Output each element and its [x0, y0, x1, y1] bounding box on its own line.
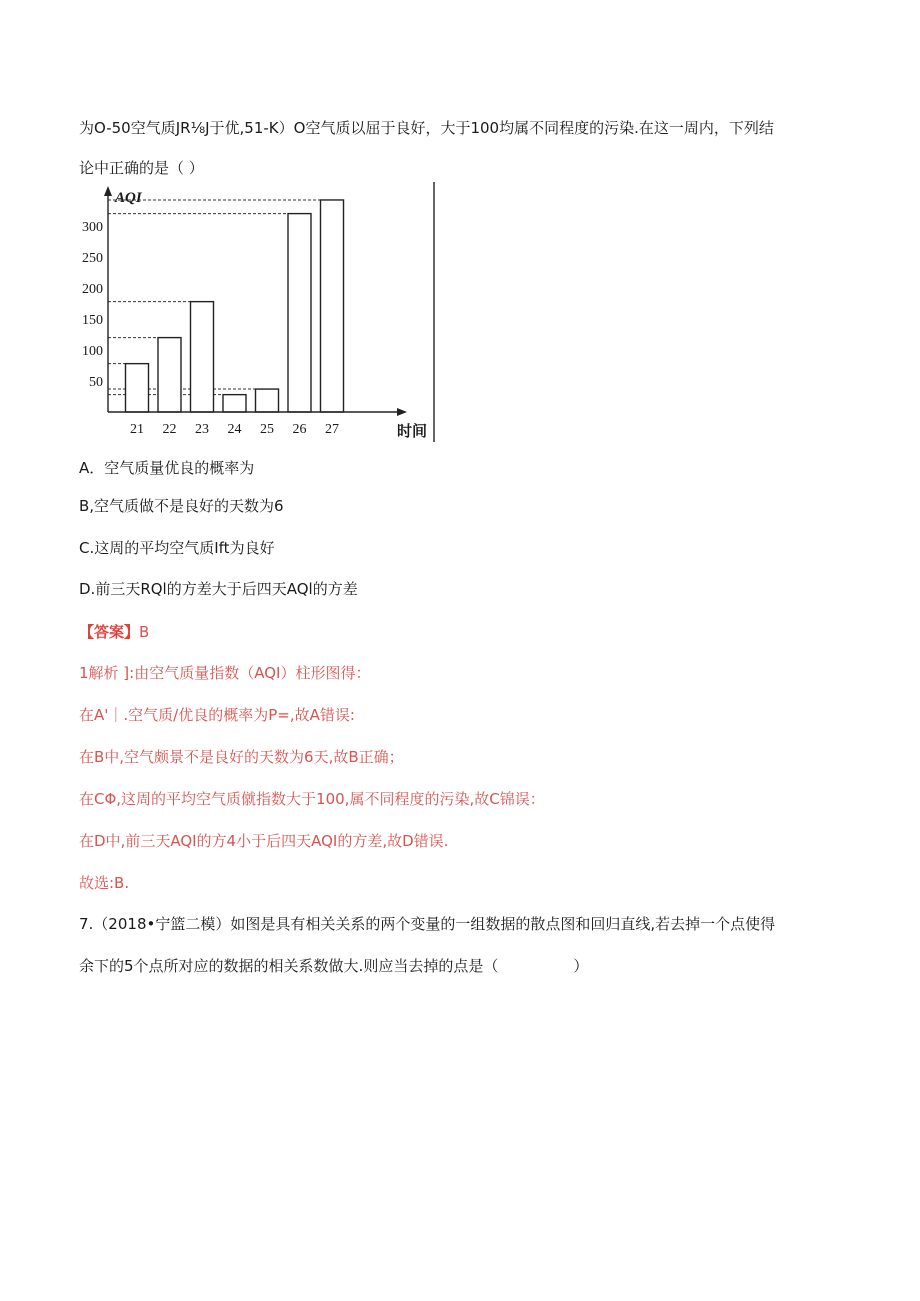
x-tick-labels	[130, 422, 339, 437]
answer-value: B	[139, 623, 150, 641]
y-tick-300: 300	[82, 220, 103, 235]
y-tick-labels	[82, 220, 103, 390]
x-axis-label: 时间	[397, 424, 428, 440]
bar-25	[256, 389, 279, 412]
x-axis-arrow	[397, 408, 407, 416]
next-question-line1: 7.（2018•宁篮二模）如图是具有相关关系的两个变量的一组数据的散点图和回归直线,若去掉一个点使得	[79, 915, 776, 933]
bar-26	[288, 214, 311, 412]
x-tick-26: 26	[292, 422, 307, 437]
x-tick-23: 23	[195, 422, 209, 437]
aqi-bar-chart	[75, 180, 445, 445]
analysis-d: 在D中,前三天AQI的方4小于后四天AQI的方差,故D错误.	[79, 832, 449, 850]
chart-bars	[126, 200, 344, 412]
x-tick-22: 22	[162, 422, 177, 437]
bar-21	[126, 364, 149, 412]
analysis-conclusion: 故选:B.	[79, 874, 130, 892]
question-text-line2: 论中正确的是（ ）	[79, 159, 204, 177]
y-tick-150: 150	[82, 313, 103, 328]
analysis-intro: 1解析 ]:由空气质量指数（AQI）柱形图得：	[79, 664, 371, 682]
option-a: A．空气质量优良的概率为	[79, 459, 255, 477]
answer-line	[79, 622, 149, 642]
analysis-a: 在A'｜.空气质/优良的概率为P=,故A错误:	[79, 706, 355, 724]
y-tick-100: 100	[82, 344, 103, 359]
option-d: D.前三天RQl的方差大于后四天AQl的方差	[79, 580, 358, 598]
x-tick-27: 27	[325, 422, 339, 437]
bar-27	[321, 200, 344, 412]
analysis-c: 在CΦ,这周的平均空气质僦指数大于100,属不同程度的污染,故C锦误：	[79, 790, 545, 808]
analysis-b: 在B中,空气颇景不是良好的天数为6天,故B正确；	[79, 748, 404, 766]
answer-label: 【答案】	[79, 623, 140, 641]
next-question-line2: 余下的5个点所对应的数据的相关系数做大.则应当去掉的点是（ ）	[79, 957, 589, 975]
x-tick-21: 21	[130, 422, 144, 437]
y-axis-label: AQI	[115, 190, 142, 206]
option-c: C.这周的平均空气质Ift为良好	[79, 539, 275, 557]
y-axis-arrow	[104, 186, 112, 196]
y-tick-200: 200	[82, 282, 103, 297]
y-tick-50: 50	[89, 375, 103, 390]
bar-23	[191, 302, 214, 412]
question-text-line1: 为O-50空气质JR⅛J于优,51-K）O空气质以屈于良好，大于100均属不同程度的污染.在这一周内，下列结	[79, 119, 774, 137]
option-b: B,空气质做不是良好的天数为6	[79, 497, 284, 515]
x-tick-25: 25	[260, 422, 274, 437]
x-tick-24: 24	[227, 422, 242, 437]
y-tick-250: 250	[82, 251, 103, 266]
bar-22	[158, 338, 181, 412]
bar-24	[223, 395, 246, 412]
